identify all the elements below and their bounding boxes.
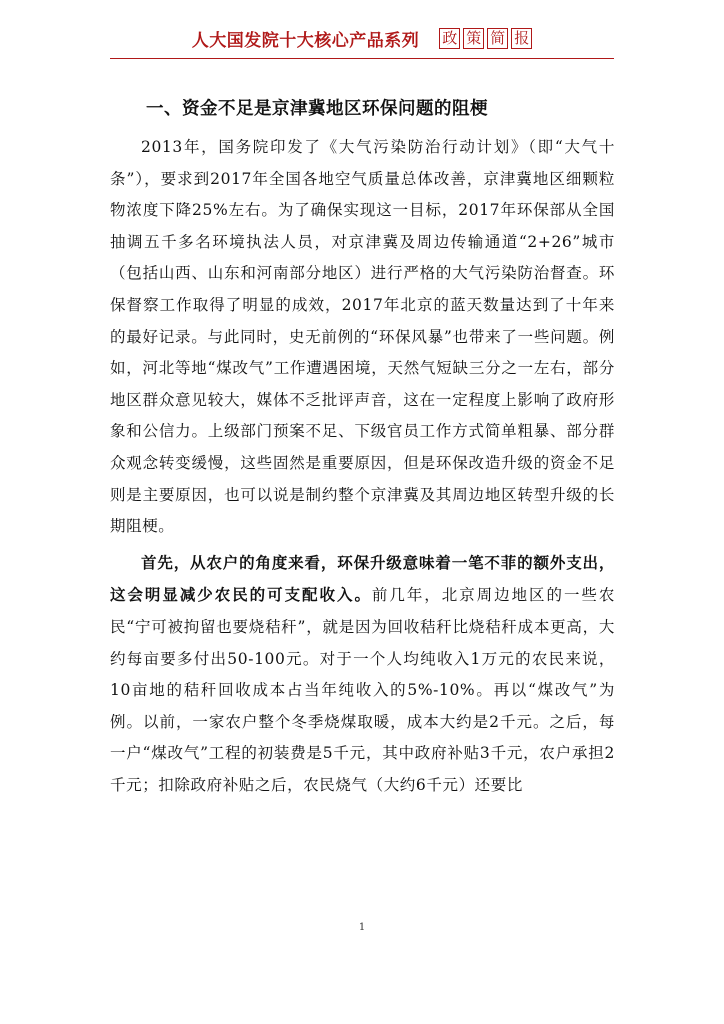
header-divider: [110, 58, 614, 59]
document-body: [110, 92, 615, 801]
report-header: [0, 20, 724, 56]
badge-char: 策: [463, 28, 484, 49]
paragraph-1: 2013年，国务院印发了《大气污染防治行动计划》（即“大气十条”），要求到2017年全国各地空气质量总体改善，京津冀地区细颗粒物浓度下降25%左右。为了确保实现这一目标，2017年环保部从全国抽调五千多名环境执法人员，对京津冀及周边传输通道“2+26”城市（包括山西、山东和河南部分地区）进行严格的大气污染防治督查。环保督察工作取得了明显的成效，2017年北京的蓝天数量达到了十年来的最好记录。与此同时，史无前例的“环保风暴”也带来了一些问题。例如，河北等地“煤改气”工作遭遇困境，天然气短缺三分之一左右，部分地区群众意见较大，媒体不乏批评声音，这在一定程度上影响了政府形象和公信力。上级部门预案不足、下级官员工作方式简单粗暴、部分群众观念转变缓慢，这些固然是重要原因，但是环保改造升级的资金不足则是主要原因，也可以说是制约整个京津冀及其周边地区转型升级的长期阻梗。: [110, 138, 615, 536]
badge-char: 报: [511, 28, 532, 49]
page-number: 1: [358, 922, 366, 933]
series-title: 人大国发院十大核心产品系列: [191, 30, 420, 51]
policy-brief-badge: [439, 28, 532, 49]
badge-char: 政: [439, 28, 460, 49]
badge-char: 简: [487, 28, 508, 49]
paragraph-2: [110, 547, 615, 802]
paragraph-2-lead: 首先，从农户的角度来看，环保升级意味着一笔不菲的额外支出，这会明显减少农民的可支配收入。: [110, 552, 615, 605]
section-heading: 一、资金不足是京津冀地区环保问题的阻梗: [146, 99, 488, 119]
paragraph-2-text: 前几年，北京周边地区的一些农民“宁可被拘留也要烧秸秆”，就是因为回收秸秆比烧秸秆成本更高，大约每亩要多付出50-100元。对于一个人均纯收入1万元的农民来说，10亩地的秸秆回收成本占当年纯收入的5%-10%。再以“煤改气”为例。以前，一家农户整个冬季烧煤取暖，成本大约是2千元。之后，每一户“煤改气”工程的初装费是5千元，其中政府补贴3千元，农户承担2千元；扣除政府补贴之后，农民烧气（大约6千元）还要比: [110, 586, 615, 794]
